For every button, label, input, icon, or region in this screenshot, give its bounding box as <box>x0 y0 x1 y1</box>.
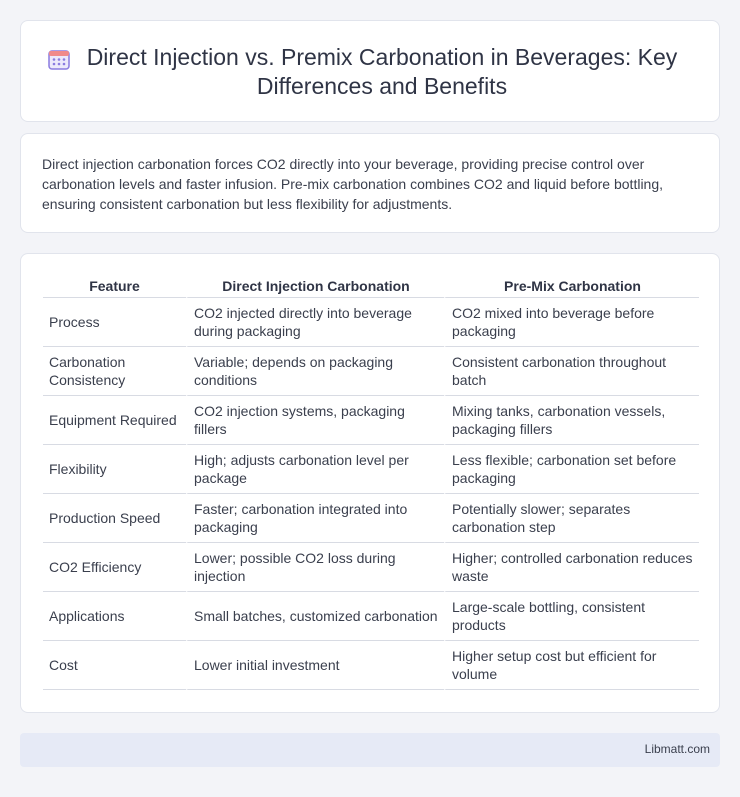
direct-injection-cell: CO2 injected directly into beverage during packaging <box>186 298 444 347</box>
premix-cell: Higher setup cost but efficient for volume <box>444 641 699 690</box>
feature-cell: CO2 Efficiency <box>43 543 186 592</box>
footer-site-link[interactable]: Libmatt.com <box>644 742 710 756</box>
feature-cell: Process <box>43 298 186 347</box>
column-header: Feature <box>43 276 186 298</box>
comparison-table <box>43 276 699 690</box>
table-row <box>43 298 699 347</box>
table-row <box>43 592 699 641</box>
table-row <box>43 641 699 690</box>
intro-text: Direct injection carbonation forces CO2 directly into your beverage, providing precise control over carbonation levels and faster infusion. Pre-mix carbonation combines CO2 and liquid before bottling, ensuring consistent carbonation but less flexibility for adjustments. <box>42 156 664 212</box>
premix-cell: Large-scale bottling, consistent products <box>444 592 699 641</box>
table-row <box>43 494 699 543</box>
footer <box>20 733 720 767</box>
feature-cell: Equipment Required <box>43 396 186 445</box>
title-card <box>20 20 720 122</box>
direct-injection-cell: High; adjusts carbonation level per package <box>186 445 444 494</box>
table-row <box>43 396 699 445</box>
column-header: Pre-Mix Carbonation <box>444 276 699 298</box>
feature-cell: Applications <box>43 592 186 641</box>
column-header: Direct Injection Carbonation <box>186 276 444 298</box>
direct-injection-cell: Faster; carbonation integrated into packaging <box>186 494 444 543</box>
page-title: Direct Injection vs. Premix Carbonation in Beverages: Key Differences and Benefits <box>86 44 678 99</box>
feature-cell: Carbonation Consistency <box>43 347 186 396</box>
intro-card <box>20 133 720 233</box>
feature-cell: Cost <box>43 641 186 690</box>
table-row <box>43 347 699 396</box>
feature-cell: Flexibility <box>43 445 186 494</box>
direct-injection-cell: Small batches, customized carbonation <box>186 592 444 641</box>
direct-injection-cell: Variable; depends on packaging conditions <box>186 347 444 396</box>
premix-cell: Higher; controlled carbonation reduces waste <box>444 543 699 592</box>
comparison-card <box>20 253 720 713</box>
premix-cell: CO2 mixed into beverage before packaging <box>444 298 699 347</box>
direct-injection-cell: Lower initial investment <box>186 641 444 690</box>
direct-injection-cell: Lower; possible CO2 loss during injection <box>186 543 444 592</box>
table-row <box>43 543 699 592</box>
premix-cell: Mixing tanks, carbonation vessels, packaging fillers <box>444 396 699 445</box>
table-header-row <box>43 276 699 298</box>
direct-injection-cell: CO2 injection systems, packaging fillers <box>186 396 444 445</box>
premix-cell: Potentially slower; separates carbonation step <box>444 494 699 543</box>
table-row <box>43 445 699 494</box>
premix-cell: Consistent carbonation throughout batch <box>444 347 699 396</box>
feature-cell: Production Speed <box>43 494 186 543</box>
premix-cell: Less flexible; carbonation set before packaging <box>444 445 699 494</box>
